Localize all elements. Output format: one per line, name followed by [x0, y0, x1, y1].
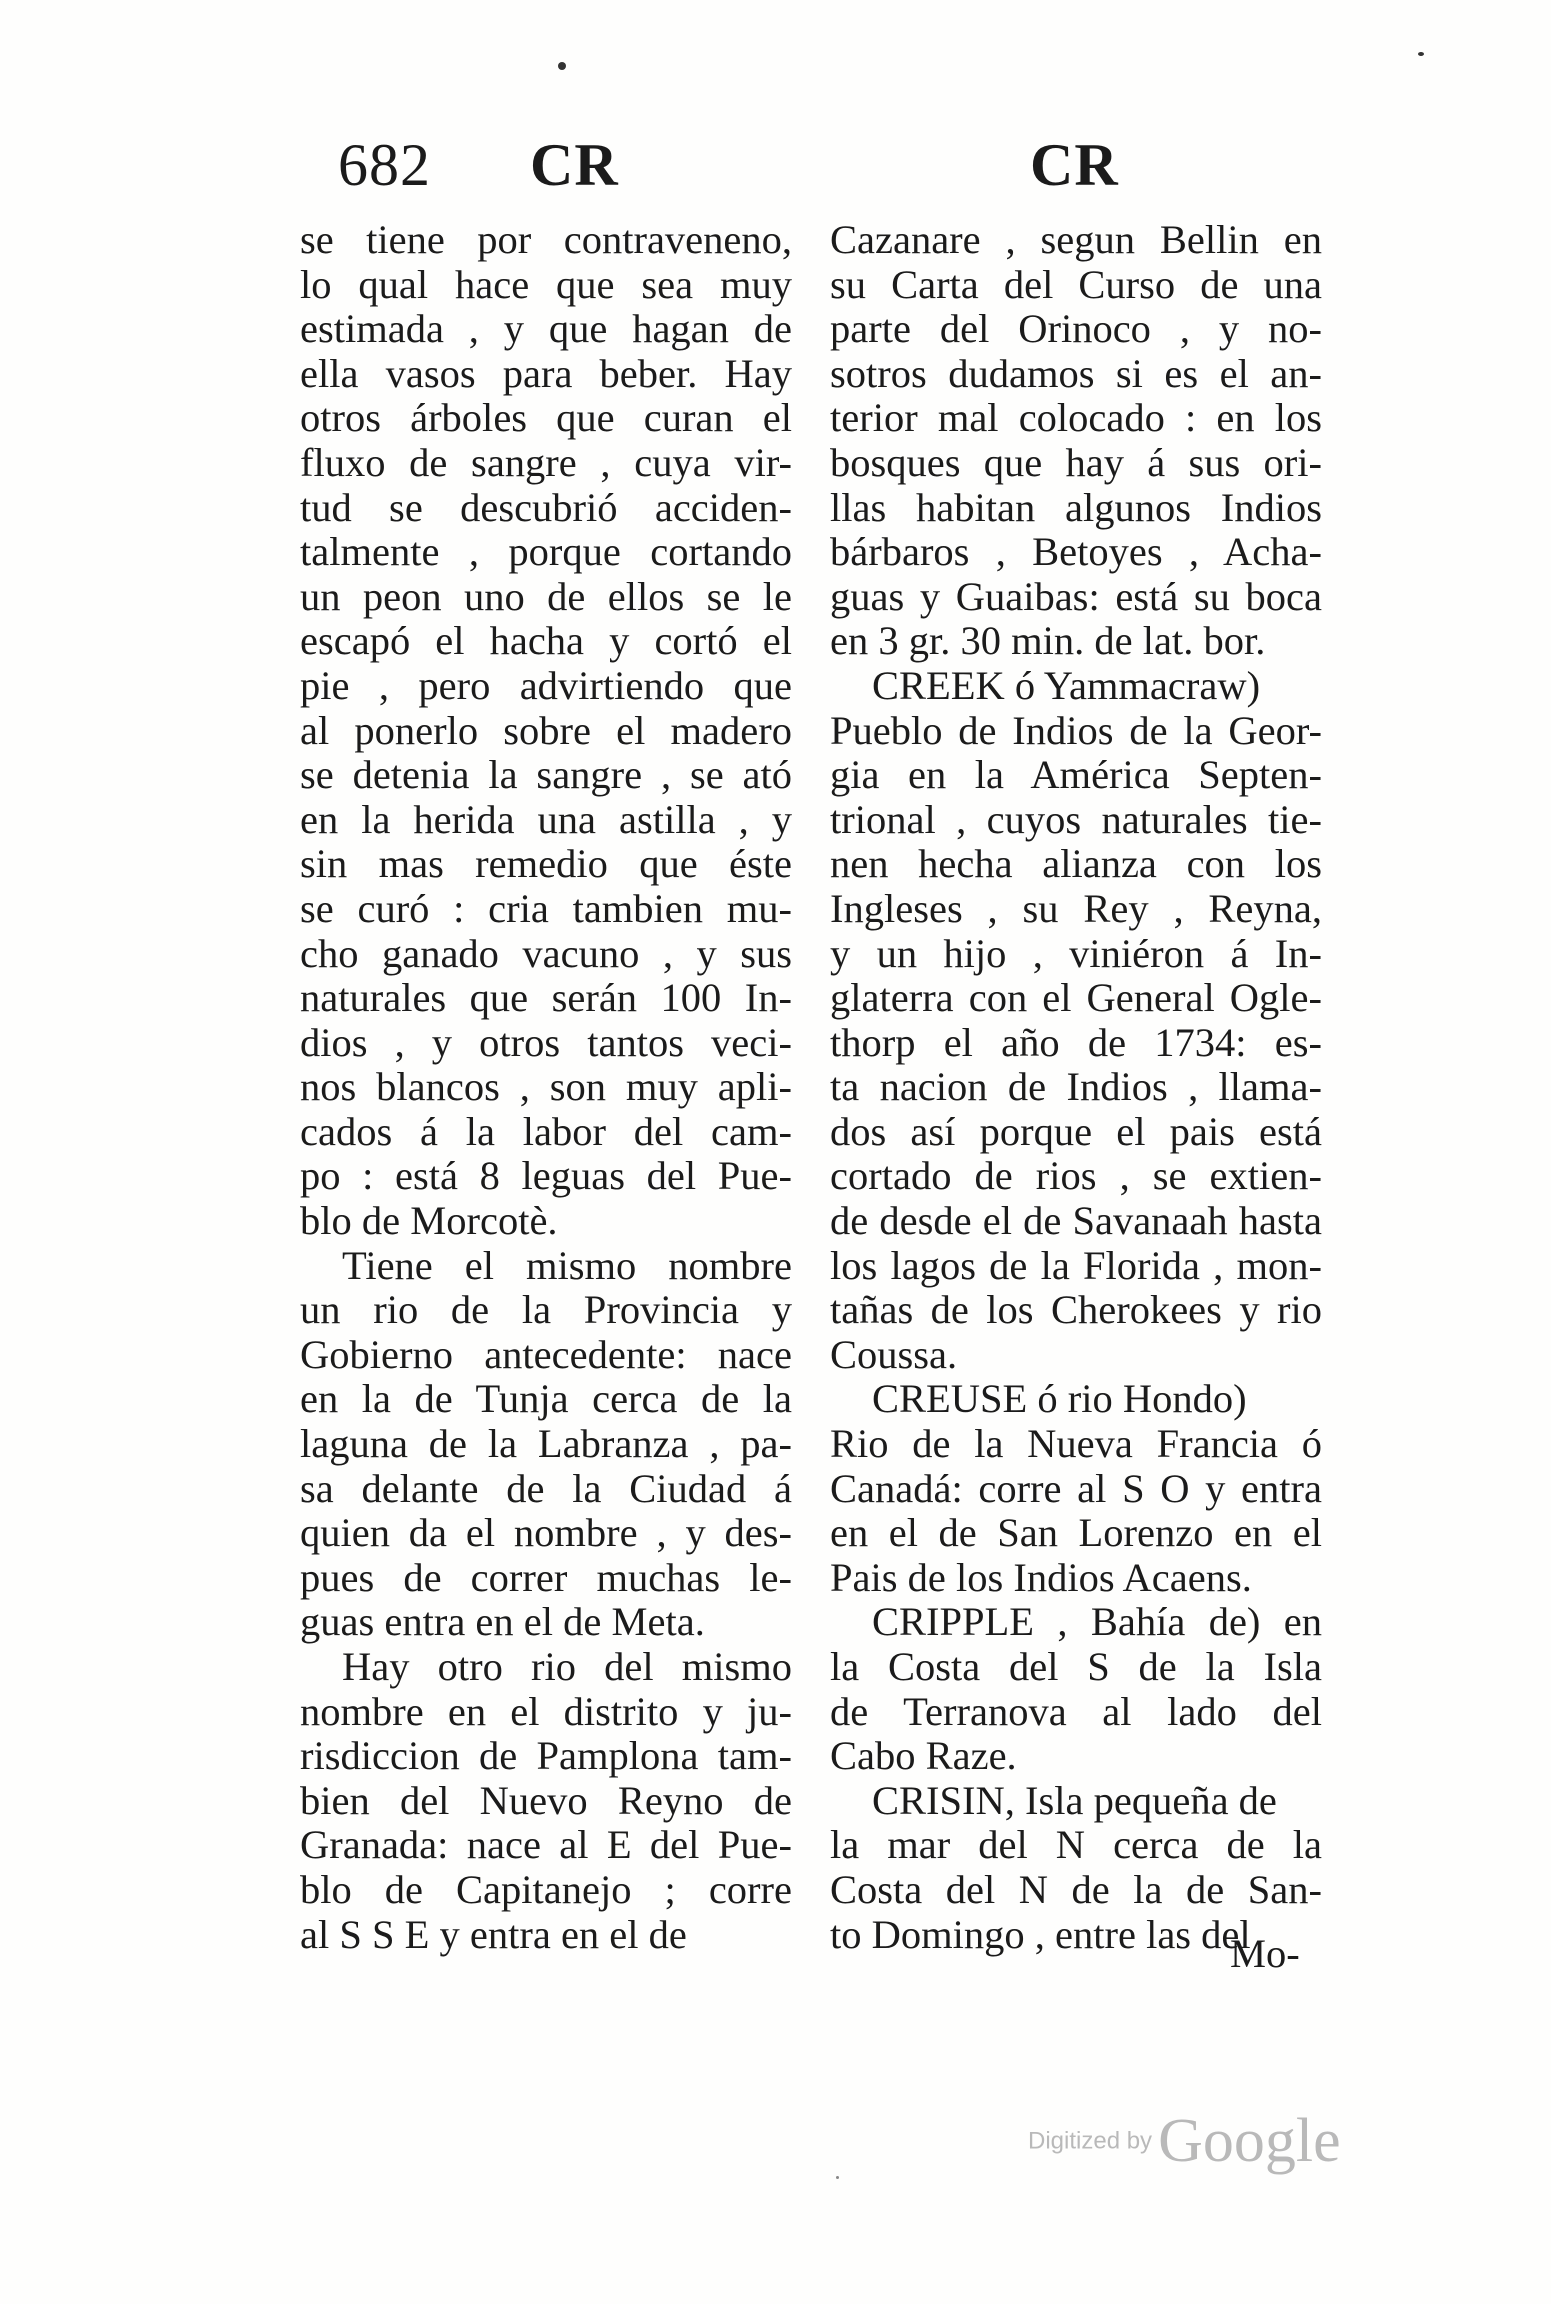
right-text-column	[830, 218, 1322, 1957]
watermark-prefix: Digitized by	[1028, 2127, 1153, 2155]
right-column-line: sotros dudamos si es el an-	[830, 351, 1322, 396]
left-column-line: blo de Capitanejo ; corre	[300, 1867, 792, 1912]
right-column-line: thorp el año de 1734: es-	[830, 1020, 1322, 1065]
left-column-line: pues de correr muchas le-	[300, 1555, 792, 1600]
left-column-line: se curó : cria tambien mu-	[300, 886, 792, 931]
right-column-line: nen hecha alianza con los	[830, 842, 1322, 887]
left-column-line: guas entra en el de Meta.	[300, 1600, 705, 1645]
right-column-line: Ingleses , su Rey , Reyna,	[830, 886, 1322, 931]
right-column-line: Rio de la Nueva Francia ó	[830, 1422, 1322, 1467]
right-column-line: y un hijo , viniéron á In-	[830, 931, 1322, 976]
left-column-line: Gobierno antecedente: nace	[300, 1332, 792, 1377]
right-column-line: gia en la América Septen-	[830, 753, 1322, 798]
right-column-line: Pueblo de Indios de la Geor-	[830, 708, 1322, 753]
right-column-line: terior mal colocado : en los	[830, 396, 1322, 441]
right-column-line: guas y Guaibas: está su boca	[830, 574, 1322, 619]
left-column-line: un rio de la Provincia y	[300, 1288, 792, 1333]
right-column-line: llas habitan algunos Indios	[830, 485, 1322, 530]
left-column-line: un peon uno de ellos se le	[300, 574, 792, 619]
right-column-line: Costa del N de la de San-	[830, 1867, 1322, 1912]
left-column-line: cho ganado vacuno , y sus	[300, 931, 792, 976]
left-column-line: estimada , y que hagan de	[300, 307, 792, 352]
left-column-line: dios , y otros tantos veci-	[300, 1020, 792, 1065]
right-column-line: CREEK ó Yammacraw)	[872, 663, 1261, 708]
google-logo: Google	[1158, 2107, 1341, 2175]
ink-speck	[558, 62, 566, 70]
left-column-line: ella vasos para beber. Hay	[300, 351, 792, 396]
page-number: 682	[338, 132, 431, 198]
right-column-line: to Domingo , entre las del	[830, 1912, 1251, 1957]
right-column-line: CREUSE ó rio Hondo)	[872, 1377, 1247, 1422]
left-column-line: otros árboles que curan el	[300, 396, 792, 441]
right-column-line: CRIPPLE , Bahía de) en	[872, 1600, 1322, 1645]
left-column-line: nombre en el distrito y ju-	[300, 1689, 792, 1734]
right-column-line: Cazanare , segun Bellin en	[830, 218, 1322, 262]
right-column-line: ta nacion de Indios , llama-	[830, 1065, 1322, 1110]
right-column-line: trional , cuyos naturales tie-	[830, 797, 1322, 842]
right-column-line: glaterra con el General Ogle-	[830, 976, 1322, 1021]
left-column-line: po : está 8 leguas del Pue-	[300, 1154, 792, 1199]
right-column-line: la Costa del S de la Isla	[830, 1645, 1322, 1689]
left-column-line: pie , pero advirtiendo que	[300, 663, 792, 708]
left-column-line: blo de Morcotè.	[300, 1199, 558, 1244]
catchword: Mo-	[1230, 1931, 1300, 1976]
right-column-line: bosques que hay á sus ori-	[830, 440, 1322, 485]
right-running-head: CR	[1030, 132, 1119, 198]
right-column-line: bárbaros , Betoyes , Acha-	[830, 530, 1322, 575]
ink-speck	[836, 2176, 839, 2179]
right-column-line: tañas de los Cherokees y rio	[830, 1288, 1322, 1333]
left-column-line: Granada: nace al E del Pue-	[300, 1823, 792, 1868]
right-column-line: Canadá: corre al S O y entra	[830, 1466, 1322, 1511]
left-column-line: bien del Nuevo Reyno de	[300, 1778, 792, 1823]
left-column-line: escapó el hacha y cortó el	[300, 619, 792, 664]
left-text-column	[300, 218, 792, 1957]
left-column-line: laguna de la Labranza , pa-	[300, 1422, 792, 1467]
right-column-line: Cabo Raze.	[830, 1734, 1017, 1779]
right-column-line: CRISIN, Isla pequeña de	[872, 1778, 1277, 1823]
right-column-line: en 3 gr. 30 min. de lat. bor.	[830, 619, 1266, 664]
right-column-line: su Carta del Curso de una	[830, 262, 1322, 307]
left-column-line: quien da el nombre , y des-	[300, 1511, 792, 1556]
right-column-line: de desde el de Savanaah hasta	[830, 1199, 1322, 1244]
left-column-line: talmente , porque cortando	[300, 530, 792, 575]
right-column-line: parte del Orinoco , y no-	[830, 307, 1322, 352]
right-column-line: dos así porque el pais está	[830, 1109, 1322, 1154]
left-column-line: fluxo de sangre , cuya vir-	[300, 440, 792, 485]
left-column-line: al S S E y entra en el de	[300, 1912, 687, 1957]
left-column-line: naturales que serán 100 In-	[300, 976, 792, 1021]
left-column-line: Hay otro rio del mismo	[342, 1645, 792, 1689]
left-column-line: se tiene por contraveneno,	[300, 218, 792, 262]
right-column-line: los lagos de la Florida , mon-	[830, 1243, 1322, 1288]
right-column-line: la mar del N cerca de la	[830, 1823, 1322, 1868]
left-column-line: en la herida una astilla , y	[300, 797, 792, 842]
left-column-line: lo qual hace que sea muy	[300, 262, 792, 307]
right-column-line: en el de San Lorenzo en el	[830, 1511, 1322, 1556]
left-column-line: nos blancos , son muy apli-	[300, 1065, 792, 1110]
left-column-line: se detenia la sangre , se ató	[300, 753, 792, 798]
left-column-line: Tiene el mismo nombre	[342, 1243, 792, 1288]
left-column-line: risdiccion de Pamplona tam-	[300, 1734, 792, 1779]
left-column-line: sin mas remedio que éste	[300, 842, 792, 887]
left-running-head: CR	[530, 132, 619, 198]
right-column-line: Pais de los Indios Acaens.	[830, 1555, 1252, 1600]
right-column-line: cortado de rios , se extien-	[830, 1154, 1322, 1199]
left-column-line: sa delante de la Ciudad á	[300, 1466, 792, 1511]
right-column-line: Coussa.	[830, 1332, 958, 1377]
ink-speck	[1418, 52, 1424, 56]
left-column-line: al ponerlo sobre el madero	[300, 708, 792, 753]
digitized-by-google-watermark	[1028, 2106, 1341, 2177]
left-column-line: tud se descubrió acciden-	[300, 485, 792, 530]
right-column-line: de Terranova al lado del	[830, 1689, 1322, 1734]
left-column-line: en la de Tunja cerca de la	[300, 1377, 792, 1422]
left-column-line: cados á la labor del cam-	[300, 1109, 792, 1154]
